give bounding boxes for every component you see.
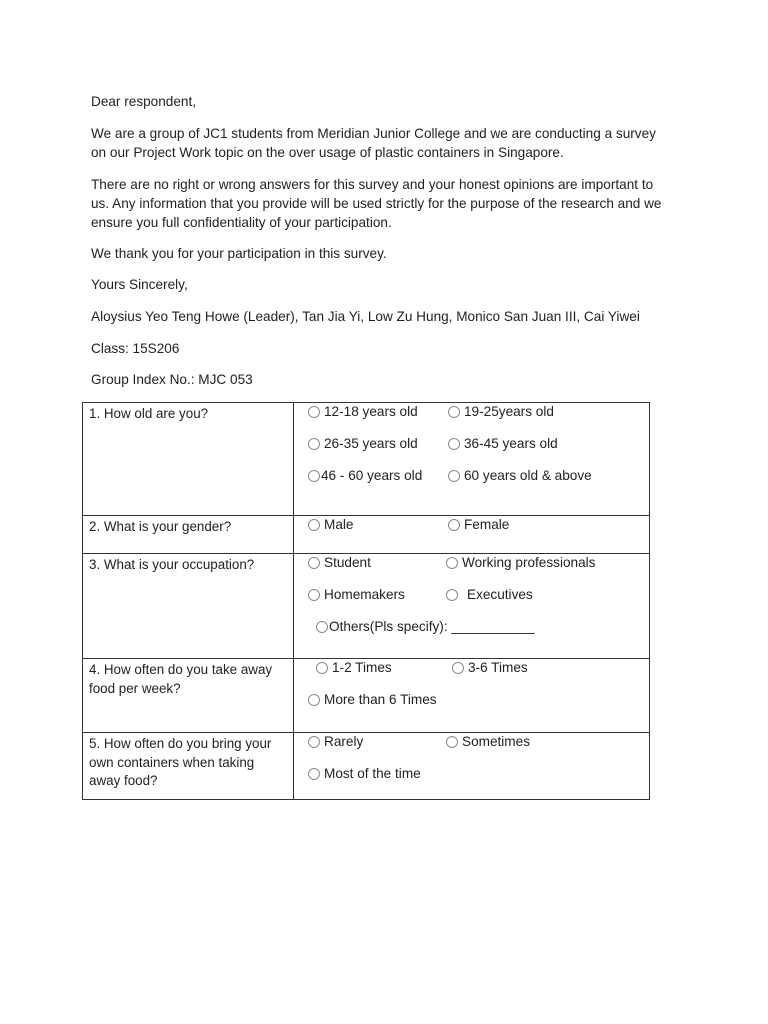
confidentiality-line-1: There are no right or wrong answers for this survey and your honest opinions are important to (91, 177, 654, 192)
option-most-of-the-time[interactable] (308, 766, 421, 782)
option-label: Homemakers (324, 587, 405, 602)
option-3-6-times[interactable] (452, 660, 528, 676)
question-takeaway-frequency: 4. How often do you take away food per week? (83, 659, 294, 733)
option-label: Male (324, 517, 354, 532)
group-index: Group Index No.: MJC 053 (91, 372, 253, 387)
radio-button-icon[interactable] (448, 519, 460, 531)
option-others[interactable] (316, 619, 535, 635)
answers-own-containers (294, 733, 650, 800)
radio-button-icon[interactable] (308, 557, 320, 569)
question-gender: 2. What is your gender? (83, 516, 294, 554)
radio-button-icon[interactable] (446, 589, 458, 601)
radio-button-icon[interactable] (448, 470, 460, 482)
option-label: Student (324, 555, 371, 570)
option-label: Working professionals (462, 555, 596, 570)
answers-occupation (294, 554, 650, 659)
radio-button-icon[interactable] (316, 621, 328, 633)
option-19-25[interactable] (448, 404, 554, 420)
radio-button-icon[interactable] (452, 662, 464, 674)
option-1-2-times[interactable] (316, 660, 392, 676)
answers-age (294, 403, 650, 516)
option-student[interactable] (308, 555, 371, 571)
radio-button-icon[interactable] (308, 768, 320, 780)
radio-button-icon[interactable] (308, 589, 320, 601)
radio-button-icon[interactable] (308, 406, 320, 418)
confidentiality-line-3: ensure you full confidentiality of your participation. (91, 215, 392, 230)
option-executives[interactable] (446, 587, 533, 603)
option-label: Female (464, 517, 510, 532)
option-label: Rarely (324, 734, 364, 749)
question-row-takeaway-frequency (83, 659, 650, 733)
option-male[interactable] (308, 517, 353, 533)
intro-line-1: We are a group of JC1 students from Meridian Junior College and we are conducting a survey (91, 126, 656, 141)
group-members: Aloysius Yeo Teng Howe (Leader), Tan Jia Yi, Low Zu Hung, Monico San Juan III, Cai Yiwei (91, 309, 640, 324)
option-label: More than 6 Times (324, 692, 437, 707)
question-row-occupation (83, 554, 650, 659)
radio-button-icon[interactable] (308, 736, 320, 748)
option-label: 60 years old & above (464, 468, 592, 483)
option-label: Others(Pls specify): ___________ (329, 619, 535, 634)
radio-button-icon[interactable] (308, 519, 320, 531)
radio-button-icon[interactable] (446, 557, 458, 569)
question-own-containers: 5. How often do you bring your own containers when taking away food? (83, 733, 294, 800)
option-rarely[interactable] (308, 734, 363, 750)
radio-button-icon[interactable] (308, 470, 320, 482)
radio-button-icon[interactable] (448, 438, 460, 450)
option-label: 3-6 Times (468, 660, 528, 675)
option-36-45[interactable] (448, 436, 558, 452)
closing: Yours Sincerely, (91, 277, 188, 292)
radio-button-icon[interactable] (308, 694, 320, 706)
question-row-gender (83, 516, 650, 554)
option-label: 1-2 Times (332, 660, 392, 675)
question-occupation: 3. What is your occupation? (83, 554, 294, 659)
radio-button-icon[interactable] (308, 438, 320, 450)
question-age: 1. How old are you? (83, 403, 294, 516)
radio-button-icon[interactable] (446, 736, 458, 748)
radio-button-icon[interactable] (448, 406, 460, 418)
answers-takeaway-frequency (294, 659, 650, 733)
confidentiality-line-2: us. Any information that you provide will be used strictly for the purpose of the research and we (91, 196, 662, 211)
option-more-than-6[interactable] (308, 692, 437, 708)
option-label: Most of the time (324, 766, 421, 781)
option-label: 26-35 years old (324, 436, 418, 451)
option-60-above[interactable] (448, 468, 592, 484)
option-46-60[interactable] (308, 468, 422, 484)
option-12-18[interactable] (308, 404, 418, 420)
option-label: 36-45 years old (464, 436, 558, 451)
option-label: 19-25years old (464, 404, 554, 419)
option-female[interactable] (448, 517, 509, 533)
option-sometimes[interactable] (446, 734, 530, 750)
option-homemakers[interactable] (308, 587, 405, 603)
thanks-line: We thank you for your participation in this survey. (91, 246, 387, 261)
answers-gender (294, 516, 650, 554)
option-label: 12-18 years old (324, 404, 418, 419)
class-label: Class: 15S206 (91, 341, 180, 356)
option-26-35[interactable] (308, 436, 418, 452)
option-label: Sometimes (462, 734, 530, 749)
radio-button-icon[interactable] (316, 662, 328, 674)
option-label: 46 - 60 years old (321, 468, 423, 483)
intro-line-2: on our Project Work topic on the over usage of plastic containers in Singapore. (91, 145, 564, 160)
greeting: Dear respondent, (91, 94, 197, 109)
survey-table (82, 402, 650, 800)
option-label: Executives (467, 587, 533, 602)
option-working-professionals[interactable] (446, 555, 595, 571)
question-row-age (83, 403, 650, 516)
question-row-own-containers (83, 733, 650, 800)
